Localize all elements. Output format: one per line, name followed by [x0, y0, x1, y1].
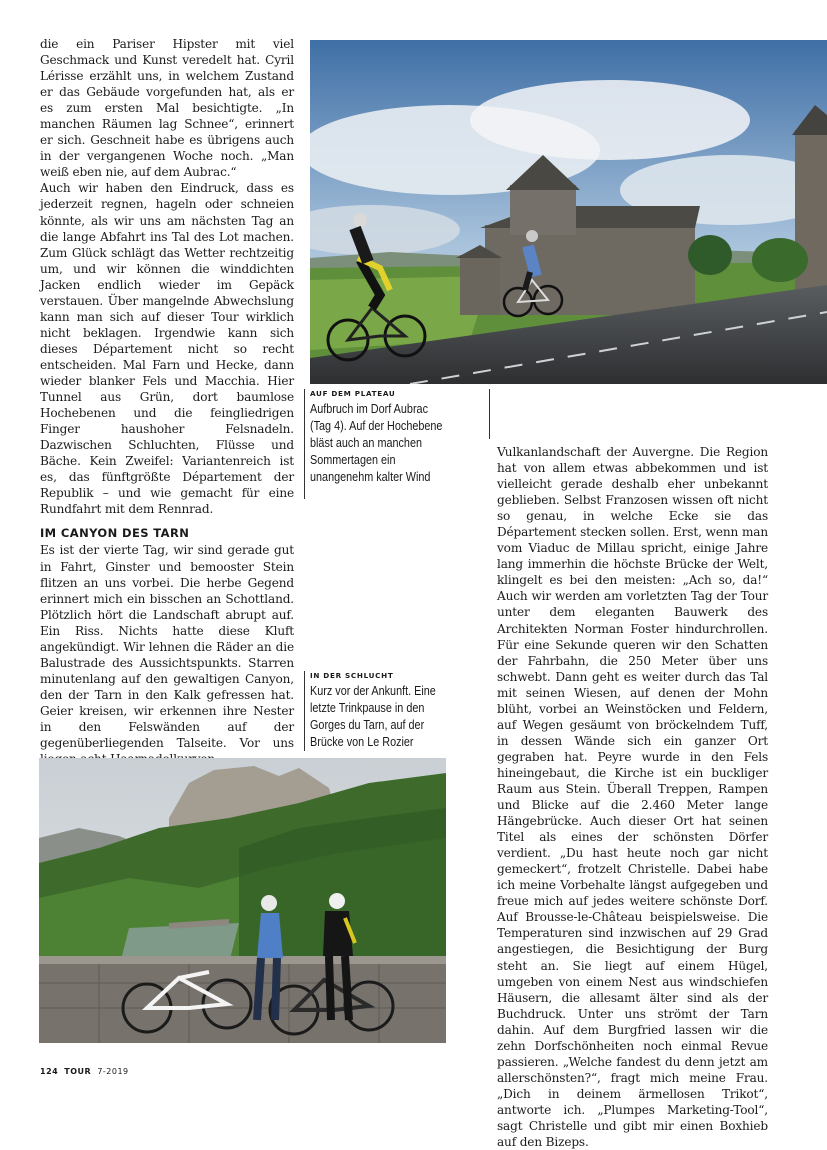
- section-headline: IM CANYON DES TARN: [40, 526, 190, 541]
- photo-schlucht: [39, 758, 446, 1043]
- caption-label: IN DER SCHLUCHT: [310, 671, 394, 680]
- caption-text: Aufbruch im Dorf Aubrac (Tag 4). Auf der Hochebene bläst auch an manchen Sommertagen ein unangenehm kalter Wind: [310, 402, 443, 484]
- caption-schlucht: [310, 671, 480, 751]
- left-column: [40, 36, 294, 815]
- page-number: 124: [40, 1067, 59, 1076]
- caption-rule: [304, 389, 305, 499]
- paragraph: die ein Pariser Hipster mit viel Geschmack und Kunst veredelt hat. Cyril Lérisse erzählt uns, in welchem Zustand er das Gebäude vorgefunden hat, als er es zum ersten Mal besichtigte. „In manchen Räumen lag Schnee“, erinnert er sich. Geschneit habe es übrigens auch in der vergangenen Woche noch. „Man weiß eben nie, auf dem Aubrac.“: [40, 37, 294, 180]
- paragraph: Vulkanlandschaft der Auvergne. Die Region hat von allem etwas abbekommen und ist vielleicht gerade deshalb eher unbekannt geblieben. Selbst Franzosen wissen oft nicht so genau, in welche Ecke sie das Département stecken sollen. Erst, wenn man vom Viaduc de Millau spricht, einige Jahre lang immerhin die höchste Brücke der Welt, klingelt es bei den meisten: „Ach so, da!“ Auch wir werden am vorletzten Tag der Tour unter dem eleganten Bauwerk des Architekten Norman Foster hindurchrollen. Für eine Sekunde queren wir den Schatten der Fahrbahn, die 250 Meter über uns schwebt. Dann geht es weiter durch das Tal mit seinen Wiesen, auf denen der Mohn blüht, vorbei an Weinstöcken und Feldern, auf Wegen gesäumt von bröckelndem Tuff, in dessen Wände sich ein ganzer Ort gegraben hat. Peyre wurde in den Fels hineingebaut, die Kirche ist ein buckliger Raum aus Stein. Überall Treppen, Rampen und Blicke auf die 2.460 Meter lange Hängebrücke. Auch dieser Ort hat seinen Titel als eines der schönsten Dörfer verdient. „Du hast heute noch gar nicht gemeckert“, frotzelt Christelle. Dabei habe ich meine Vorbehalte längst aufgegeben und freue mich auf jedes weitere schönste Dorf. Auf Brousse-le-Château beispielsweise. Die Temperaturen sind inzwischen auf 29 Grad angestiegen, die Besichtigung der Burg steht an. Sie liegt auf einem Hügel, umgeben von einem Nest aus windschiefen Häusern, die allesamt älter sind als der Buchdruck. Unter uns strömt der Tarn dahin. Auf dem Burgfried lassen wir die zehn Dorfschönheiten noch einmal Revue passieren. „Welche fandest du denn jetzt am allerschönsten?“, fragt mich meine Frau. „Dich in deinem ärmellosen Trikot“, antworte ich. „Plumpes Marketing-Tool“, sagt Christelle und gibt mir einen Boxhieb auf den Bizeps.: [497, 445, 768, 1150]
- column-rule: [489, 389, 490, 439]
- paragraph: Es ist der vierte Tag, wir sind gerade gut in Fahrt, Ginster und bemooster Stein flitzen an uns vorbei. Die herbe Gegend erinnert mich ein bisschen an Schottland. Plötzlich hört die Landschaft abrupt auf. Ein Riss. Nichts hatte diese Kluft angekündigt. Wir lehnen die Räder an die Balustrade des Aussichtspunkts. Starren minutenlang auf den gewaltigen Canyon, den der Tarn in den Kalk gefressen hat. Geier kreisen, wir erkennen ihre Nester in den Felswänden auf der gegenüberliegenden Talseite. Vor uns: [40, 543, 294, 751]
- caption-plateau: [310, 389, 480, 486]
- caption-label: AUF DEM PLATEAU: [310, 389, 396, 398]
- issue-number: 7-2019: [97, 1067, 129, 1076]
- caption-rule: [304, 671, 305, 751]
- caption-text: Kurz vor der Ankunft. Eine letzte Trinkpause in den Gorges du Tarn, auf der Brücke von Le Rozier: [310, 684, 436, 749]
- magazine-name: TOUR: [64, 1067, 92, 1076]
- page-footer: [40, 1067, 129, 1076]
- right-column: [497, 444, 768, 1150]
- paragraph: Auch wir haben den Eindruck, dass es jederzeit regnen, hageln oder schneien könnte, als wir uns am nächsten Tag an die lange Abfahrt ins Tal des Lot machen. Zum Glück schlägt das Wetter rechtzeitig um, und wir können die winddichten Jacken endlich wieder im Gepäck verstauen. Über mangelnde Abwechslung kann man sich auf dieser Tour wirklich nicht beklagen. Irgendwie kann sich dieses Département nicht so recht entscheiden. Mal Farn und Hecke, dann wieder blanker Fels und Macchia. Hier Tunnel aus Grün, dort baumlose Hochebenen und die feingliedrigen Finger haushoher Felsnadeln. Dazwischen Schluchten, Flüsse und Bäche. Kein Zweifel: Variantenreich ist es, das fünftgrößte Département der Republik – und wie gemacht für eine Rundfahrt mit dem Rennrad.: [40, 181, 294, 517]
- photo-plateau: [310, 40, 827, 384]
